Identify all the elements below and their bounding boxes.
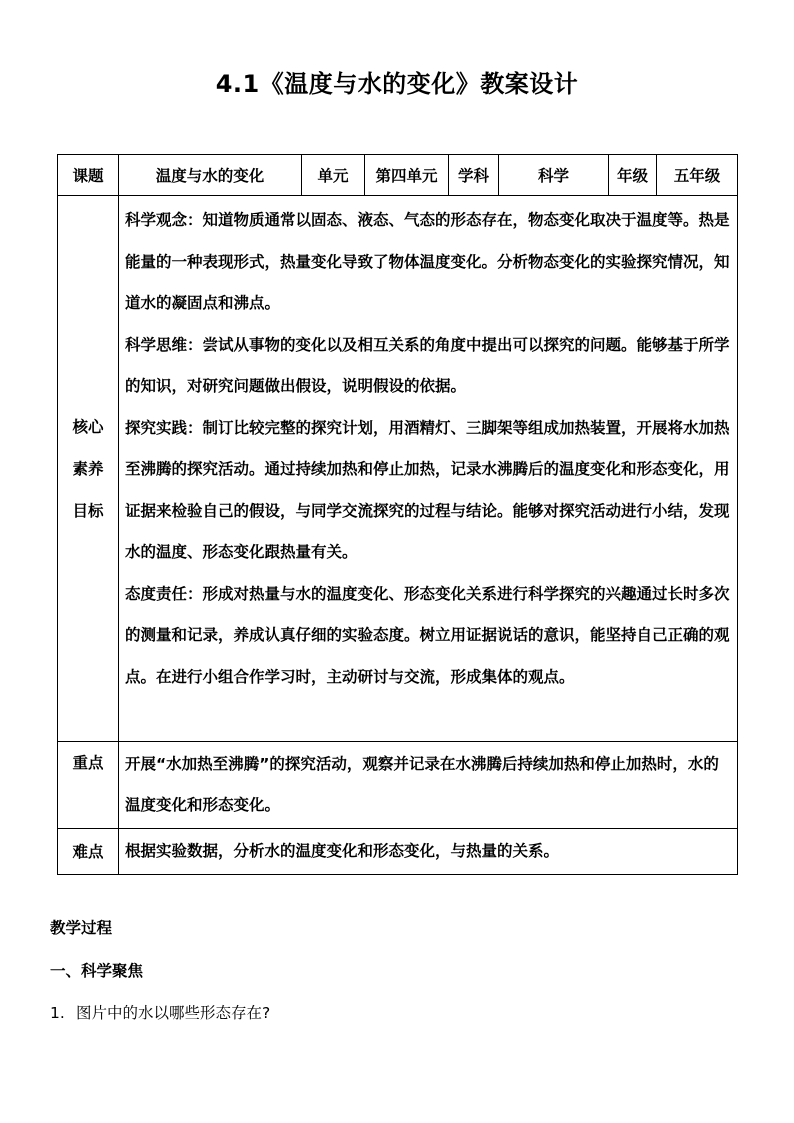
- core-label-line: 素养: [72, 459, 104, 478]
- difficulty-content: 根据实验数据，分析水的温度变化和形态变化，与热量的关系。: [119, 829, 738, 875]
- grade-label: 年级: [609, 155, 657, 196]
- key-point-row: [58, 742, 738, 829]
- attitude-responsibility-paragraph: 态度责任：形成对热量与水的温度变化、形态变化关系进行科学探究的兴趣通过长时多次的测量和记录，养成认真仔细的实验态度。树立用证据说话的意识，能坚持自己正确的观点。在进行小组合作学习时，主动研讨与交流，形成集体的观点。: [125, 584, 730, 686]
- grade-value: 五年级: [657, 155, 738, 196]
- science-concept-paragraph: 科学观念：知道物质通常以固态、液态、气态的形态存在，物态变化取决于温度等。热是能量的一种表现形式，热量变化导致了物体温度变化。分析物态变化的实验探究情况，知道水的凝固点和沸点。: [125, 211, 730, 312]
- unit-value: 第四单元: [365, 155, 449, 196]
- difficulty-row: [58, 829, 738, 875]
- core-literacy-label: [58, 196, 119, 742]
- section-heading-science-focus: 一、科学聚焦: [50, 962, 144, 980]
- subject-value: 科学: [499, 155, 609, 196]
- core-literacy-content: [119, 196, 738, 742]
- lesson-value: 温度与水的变化: [119, 155, 302, 196]
- lesson-label: 课题: [58, 155, 119, 196]
- table-header-row: [58, 155, 738, 196]
- page-title: 4.1《温度与水的变化》教案设计: [215, 70, 579, 98]
- lesson-plan-table: [57, 154, 738, 875]
- difficulty-label: 难点: [58, 829, 119, 875]
- question-text: 图片中的水以哪些形态存在?: [76, 1004, 271, 1022]
- science-thinking-paragraph: 科学思维：尝试从事物的变化以及相互关系的角度中提出可以探究的问题。能够基于所学的知识，对研究问题做出假设，说明假设的依据。: [125, 335, 730, 395]
- unit-label: 单元: [302, 155, 365, 196]
- inquiry-practice-paragraph: 探究实践：制订比较完整的探究计划，用酒精灯、三脚架等组成加热装置，开展将水加热至沸腾的探究活动。通过持续加热和停止加热，记录水沸腾后的温度变化和形态变化，用证据来检验自己的假设，与同学交流探究的过程与结论。能够对探究活动进行小结，发现水的温度、形态变化跟热量有关。: [125, 418, 730, 561]
- question-number: 1.: [50, 1004, 65, 1022]
- subject-label: 学科: [449, 155, 499, 196]
- core-label-line: 核心: [72, 417, 104, 436]
- core-literacy-row: [58, 196, 738, 742]
- question-item: [50, 1001, 270, 1023]
- key-point-content: 开展“水加热至沸腾”的探究活动，观察并记录在水沸腾后持续加热和停止加热时，水的温度变化和形态变化。: [119, 742, 738, 829]
- key-point-label: 重点: [58, 742, 119, 829]
- process-heading: 教学过程: [50, 919, 113, 937]
- core-label-line: 目标: [72, 501, 104, 520]
